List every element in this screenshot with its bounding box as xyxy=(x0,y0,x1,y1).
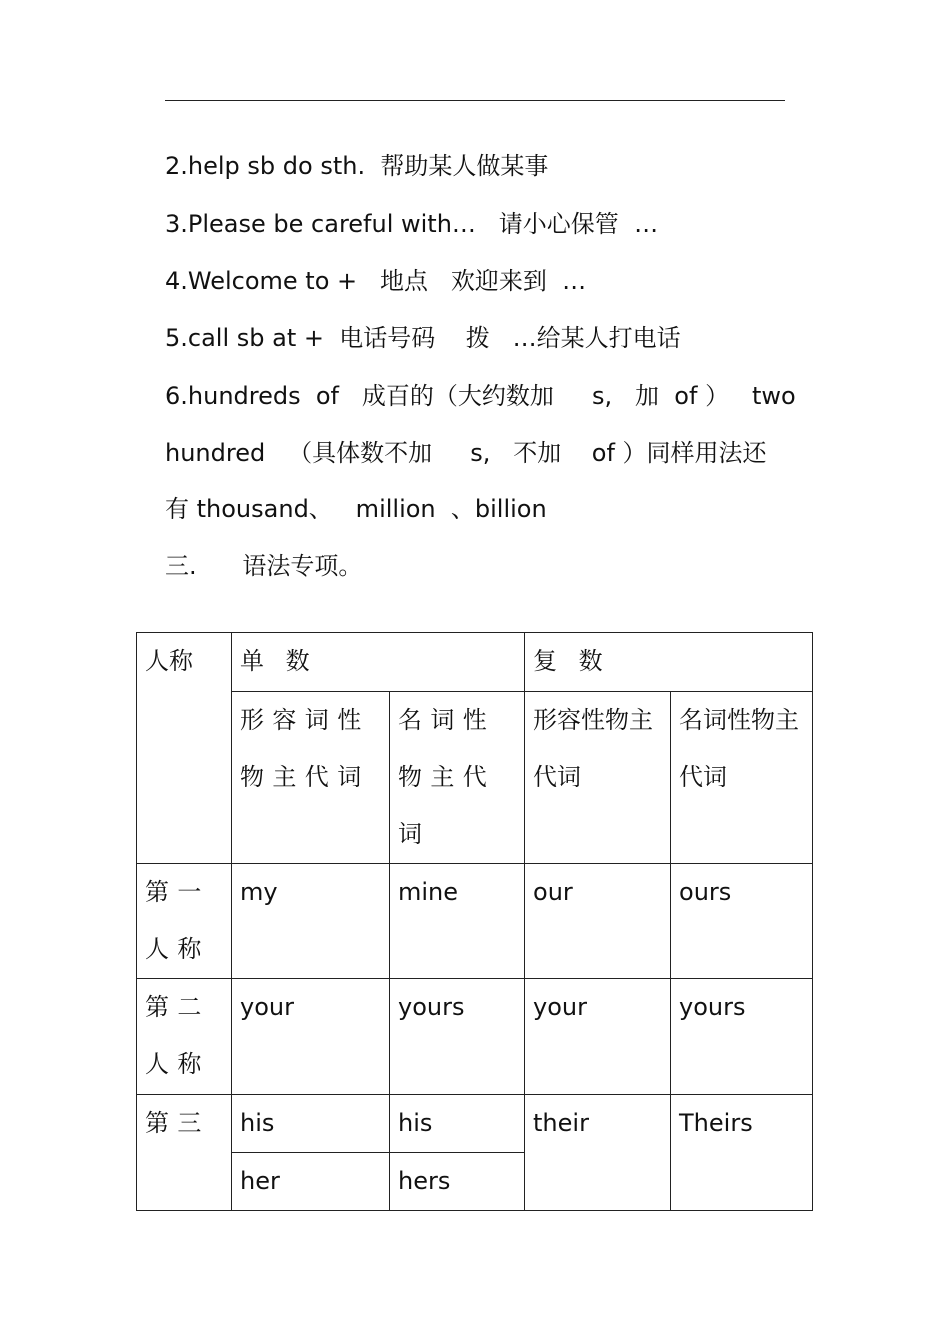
table-cell: his xyxy=(232,1095,390,1153)
second-person-label: 第二人称 xyxy=(145,993,210,1078)
plural-header: 复数 xyxy=(533,647,625,675)
phrase-line-4: 4.Welcome to + 地点 欢迎来到 … xyxy=(165,267,587,295)
pl-noun-header: 名词性物主代词 xyxy=(679,706,800,791)
table-cell: their xyxy=(525,1095,671,1211)
table-cell: our xyxy=(525,864,671,979)
person-header: 人称 xyxy=(145,647,193,675)
table-cell: hers xyxy=(390,1153,525,1211)
subheader-cell xyxy=(671,692,813,864)
person-cell xyxy=(137,979,232,1095)
table-row xyxy=(137,1095,813,1153)
singular-header: 单数 xyxy=(240,647,332,675)
table-cell: your xyxy=(525,979,671,1095)
table-cell: my xyxy=(232,864,390,979)
table-cell: yours xyxy=(390,979,525,1095)
phrase-line-6: 6.hundreds of 成百的（大约数加 s, 加 of ） two xyxy=(165,382,796,410)
person-header-cell xyxy=(137,633,232,864)
pronoun-table xyxy=(136,632,813,1211)
plural-header-cell xyxy=(525,633,813,692)
table-cell: your xyxy=(232,979,390,1095)
phrase-line-6-end: 有 thousand、 million 、billion xyxy=(165,495,547,523)
subheader-cell xyxy=(525,692,671,864)
table-subheader-row xyxy=(137,692,813,864)
phrase-line-2: 2.help sb do sth. 帮助某人做某事 xyxy=(165,152,549,180)
table-row xyxy=(137,979,813,1095)
section-heading: 三. 语法专项。 xyxy=(165,552,363,580)
first-person-label: 第一人称 xyxy=(145,878,210,963)
subheader-cell xyxy=(390,692,525,864)
singular-header-cell xyxy=(232,633,525,692)
top-rule xyxy=(165,100,785,101)
table-cell: yours xyxy=(671,979,813,1095)
sg-adj-header: 形容词性物主代词 xyxy=(240,706,370,791)
sg-noun-header: 名词性物主代词 xyxy=(398,706,496,848)
subheader-cell xyxy=(232,692,390,864)
table-cell: his xyxy=(390,1095,525,1153)
person-cell xyxy=(137,864,232,979)
phrase-line-3: 3.Please be careful with… 请小心保管 … xyxy=(165,210,659,238)
table-cell: ours xyxy=(671,864,813,979)
phrase-line-5: 5.call sb at + 电话号码 拨 …给某人打电话 xyxy=(165,324,681,352)
table-cell: mine xyxy=(390,864,525,979)
table-cell: her xyxy=(232,1153,390,1211)
person-cell xyxy=(137,1095,232,1211)
table-cell: Theirs xyxy=(671,1095,813,1211)
pl-adj-header: 形容性物主代词 xyxy=(533,706,654,791)
phrase-line-6-cont: hundred （具体数不加 s, 不加 of ）同样用法还 xyxy=(165,439,767,467)
third-person-label: 第三 xyxy=(145,1109,210,1137)
table-header-row xyxy=(137,633,813,692)
table-row xyxy=(137,864,813,979)
